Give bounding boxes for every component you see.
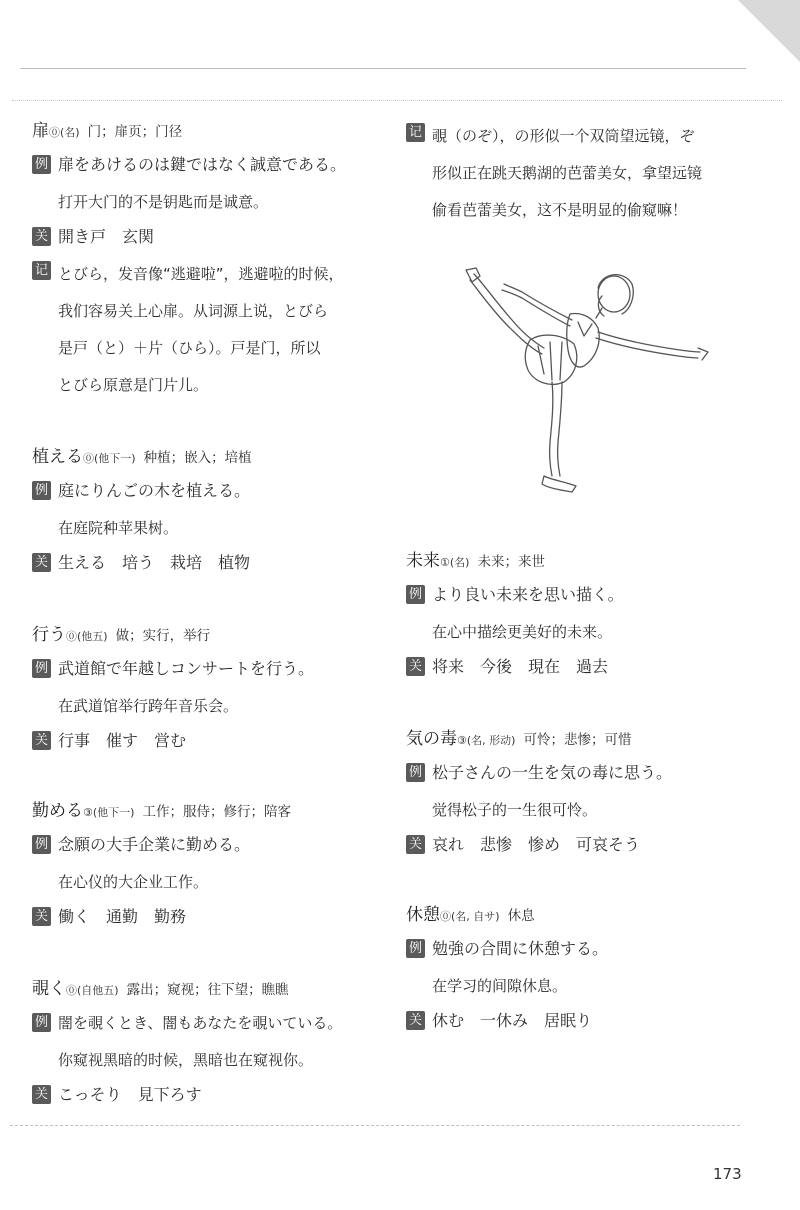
related-row: [32, 902, 382, 932]
meaning: 工作；服侍；修行；陪客: [142, 804, 291, 820]
related-words: 将来 今後 現在 過去: [432, 657, 609, 676]
memo-text: [432, 118, 702, 229]
related-row: [32, 222, 382, 252]
part-of-speech: (名): [449, 556, 470, 569]
headword: 気の毒: [406, 729, 457, 749]
example-tag: 例: [32, 835, 51, 854]
related-row: [406, 830, 776, 860]
example-row: [32, 1008, 384, 1038]
meaning: 露出；窥视；往下望；瞧瞧: [126, 982, 289, 998]
meaning: 做；实行，举行: [115, 628, 211, 644]
part-of-speech: (他下一): [92, 806, 135, 819]
memo-line: 覗（のぞ），の形似一个双筒望远镜，ぞ: [432, 127, 695, 145]
example-tag: 例: [32, 155, 51, 174]
example-tag: 例: [32, 1013, 51, 1032]
entry-header: [406, 904, 776, 928]
example-sentence: 勉強の合間に休憩する。: [432, 939, 609, 958]
example-sentence: 扉をあけるのは鍵ではなく誠意である。: [58, 155, 347, 174]
headword: 休憩: [406, 905, 440, 925]
example-row: [406, 580, 776, 610]
top-dotted-rule: [12, 100, 782, 101]
headword: 行う: [32, 625, 66, 645]
bottom-rule: [10, 1125, 740, 1126]
example-tag: 例: [32, 659, 51, 678]
page-corner-fold: [738, 0, 800, 62]
meaning: 未来；来世: [477, 554, 545, 570]
related-tag: 关: [32, 907, 51, 926]
entry-tobira: [32, 120, 382, 404]
accent-mark: ①: [440, 556, 450, 569]
memo-line: とびら，发音像“逃避啦”，逃避啦的时候，: [58, 265, 344, 283]
meaning: 种植；嵌入；培植: [143, 450, 252, 466]
part-of-speech: (他下一): [94, 452, 136, 465]
example-sentence: 庭にりんごの木を植える。: [58, 481, 251, 500]
headword: 未来: [406, 551, 440, 571]
part-of-speech: (名): [60, 126, 80, 139]
translation: 在心中描绘更美好的未来。: [432, 623, 613, 641]
page-number: 173: [713, 1165, 742, 1183]
example-row: [32, 150, 382, 180]
entry-header: [406, 728, 776, 752]
entry-ueru: [32, 446, 382, 578]
example-tag: 例: [32, 481, 51, 500]
entry-tsutomeru: [32, 800, 382, 932]
memo-line: 我们容易关上心扉。从词源上说，とびら: [58, 302, 329, 320]
entry-header: [32, 800, 382, 824]
related-tag: 关: [32, 227, 51, 246]
entry-kyuukei: [406, 904, 776, 1036]
related-tag: 关: [32, 731, 51, 750]
related-row: [32, 726, 382, 756]
example-tag: 例: [406, 585, 425, 604]
related-tag: 关: [406, 657, 425, 676]
entry-mirai: [406, 550, 776, 682]
memo-row: [406, 118, 776, 229]
entry-header: [406, 550, 776, 574]
translation: 你窥视黑暗的时候，黑暗也在窥视你。: [58, 1051, 314, 1069]
entry-okonau: [32, 624, 382, 756]
meaning: 门；扉页；门径: [87, 124, 183, 140]
memo-text: [58, 256, 344, 404]
memo-nozoku: [406, 118, 776, 229]
accent-mark: ⓪: [66, 630, 77, 643]
part-of-speech: (自他五): [77, 984, 119, 997]
translation: 觉得松子的一生很可怜。: [432, 801, 598, 819]
memo-line: とびら原意是门片儿。: [58, 376, 209, 394]
memo-row: [32, 256, 382, 404]
related-words: 哀れ 悲惨 惨め 可哀そう: [432, 835, 641, 854]
part-of-speech: (名, 形动): [466, 734, 516, 747]
related-tag: 关: [406, 1011, 425, 1030]
example-row: [32, 654, 382, 684]
example-row: [406, 934, 776, 964]
entry-header: [32, 120, 382, 144]
top-rule: [20, 68, 746, 69]
translation: 在学习的间隙休息。: [432, 977, 568, 995]
related-words: 働く 通勤 勤務: [58, 907, 187, 926]
related-row: [406, 1006, 776, 1036]
related-words: こっそり 見下ろす: [58, 1085, 202, 1104]
related-row: [406, 652, 776, 682]
accent-mark: ⓪: [83, 452, 94, 465]
example-sentence: 念願の大手企業に勤める。: [58, 835, 251, 854]
related-words: 開き戸 玄関: [58, 227, 155, 246]
translation: 在武道馆举行跨年音乐会。: [58, 697, 239, 715]
translation: 打开大门的不是钥匙而是诚意。: [58, 193, 269, 211]
translation: 在心仪的大企业工作。: [58, 873, 209, 891]
example-sentence: 武道館で年越しコンサートを行う。: [58, 659, 315, 678]
accent-mark: ⓪: [440, 910, 451, 923]
memo-line: 偷看芭蕾美女，这不是明显的偷窥嘛！: [432, 201, 688, 219]
example-tag: 例: [406, 763, 425, 782]
example-row: [32, 476, 382, 506]
ballerina-illustration: [452, 262, 722, 494]
memo-tag: 记: [406, 123, 425, 142]
example-row: [406, 758, 776, 788]
related-tag: 关: [32, 553, 51, 572]
related-row: [32, 548, 382, 578]
entry-header: [32, 446, 382, 470]
related-tag: 关: [406, 835, 425, 854]
accent-mark: ⓪: [49, 126, 60, 139]
example-row: [32, 830, 382, 860]
example-sentence: 松子さんの一生を気の毒に思う。: [432, 763, 673, 782]
memo-tag: 记: [32, 261, 51, 280]
part-of-speech: (名, 自サ): [451, 910, 500, 923]
meaning: 休息: [507, 908, 535, 924]
memo-line: 是戸（と）＋片（ひら）。戸是门，所以: [58, 339, 321, 357]
accent-mark: ③: [457, 734, 467, 747]
memo-line: 形似正在跳天鹅湖的芭蕾美女，拿望远镜: [432, 164, 703, 182]
related-words: 生える 培う 栽培 植物: [58, 553, 251, 572]
headword: 覗く: [32, 979, 66, 999]
entry-nozoku: [32, 978, 384, 1110]
entry-header: [32, 624, 382, 648]
related-words: 休む 一休み 居眠り: [432, 1011, 593, 1030]
example-sentence: 闇を覗くとき、闇もあなたを覗いている。: [58, 1014, 343, 1032]
headword: 扉: [32, 121, 49, 141]
translation: 在庭院种苹果树。: [58, 519, 179, 537]
example-tag: 例: [406, 939, 425, 958]
headword: 植える: [32, 447, 83, 467]
part-of-speech: (他五): [77, 630, 108, 643]
accent-mark: ③: [83, 806, 93, 819]
headword: 勤める: [32, 801, 83, 821]
meaning: 可怜；悲惨；可惜: [523, 732, 632, 748]
example-sentence: より良い未来を思い描く。: [432, 585, 624, 604]
entry-header: [32, 978, 384, 1002]
entry-kinodoku: [406, 728, 776, 860]
related-row: [32, 1080, 384, 1110]
accent-mark: ⓪: [66, 984, 77, 997]
related-tag: 关: [32, 1085, 51, 1104]
related-words: 行事 催す 営む: [58, 731, 187, 750]
